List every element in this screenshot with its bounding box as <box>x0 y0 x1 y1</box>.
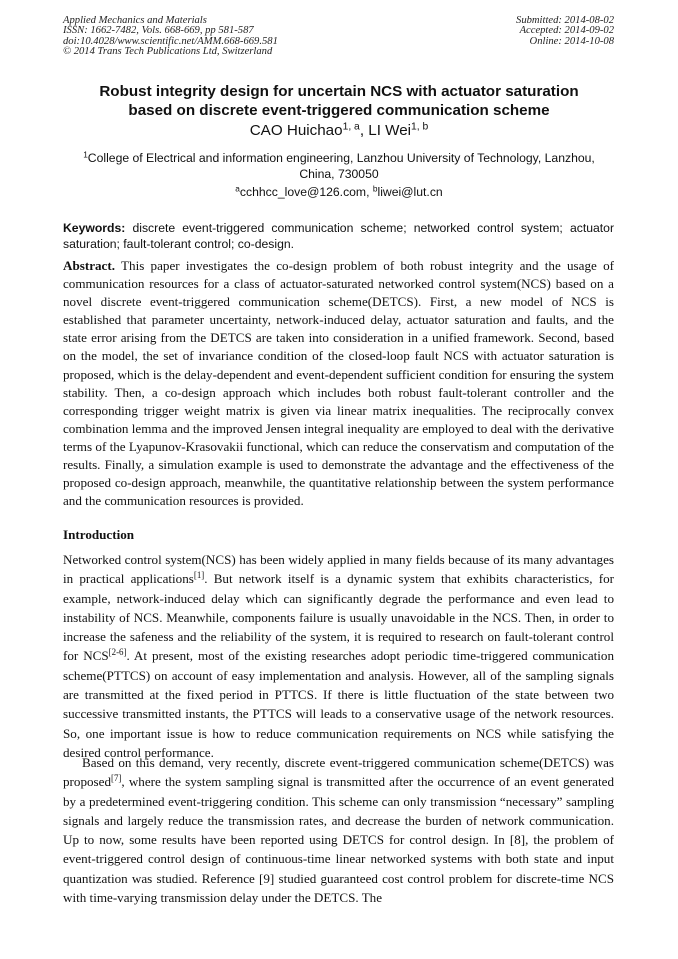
email-a-sup: a <box>235 183 240 194</box>
author-list <box>40 121 638 141</box>
affiliation-sup: 1 <box>83 149 88 160</box>
accepted-date: Accepted: 2014-09-02 <box>519 25 614 37</box>
header-right <box>394 16 614 47</box>
author-1-sup: 1, a <box>342 121 360 133</box>
journal-name: Applied Mechanics and Materials <box>63 15 207 26</box>
author-2: LI Wei <box>368 122 412 139</box>
keywords-text: discrete event-triggered communication scheme; networked control system; actuator saturation; fault-tolerant control; co-design. <box>63 221 614 251</box>
citation-1[interactable]: [1] <box>193 570 205 581</box>
intro-p2-part-b: , where the system sampling signal is transmitted after the occurrence of an event generated by a predetermined event-triggering condition. This scheme can only transmission “necessary” sampling signals and largely reduce the transmission rates, and decrease the burden of network communication. Up to now, some results have been reported using DETCS for control design. In [8], the problem of event-triggered control design of continuous-time linear networked systems with both state and input quantization was studied. Reference [9] studied guaranteed cost control problem for discrete-time NCS with time-varying transmission delay under the DETCS. The <box>63 774 614 906</box>
abstract-text: This paper investigates the co-design problem of both robust integrity and the usage of communication resources for a class of actuator-saturated networked control system(NCS) based on a novel discrete event-triggered communication scheme(DETCS). First, a new model of NCS is established that parameter uncertainty, network-induced delay, actuator saturation and faults, and the state error arising from the DETCS are taken into consideration in a unified framework. Second, based on the model, the set of invariance condition of the closed-loop fault NCS with actuator saturation is proposed, which is the delay-dependent and event-dependent sufficient condition for ensuring the system stability. Then, a co-design approach which includes both robust fault-tolerant controller and the corresponding trigger weight matrix is given via linear matrix inequalities. The reciprocally convex combination lemma and the improved Jensen integral inequality are employed to deal with the derivative terms of the Lyapunov-Krasovakii functional, which can reduce the conservatism and computation of the results. Finally, a simulation example is used to demonstrate the advantage and the effectiveness of the proposed co-design approach, meanwhile, the quantitative relationship between the system performance and the communication resources is provided. <box>63 258 614 509</box>
affiliation-text: College of Electrical and information engineering, Lanzhou University of Technology, Lanzhou, China, 730050 <box>87 151 595 181</box>
keywords-label: Keywords: <box>63 221 126 235</box>
doi-line: doi:10.4028/www.scientific.net/AMM.668-669.581 <box>63 35 278 47</box>
author-1: CAO Huichao <box>249 122 343 139</box>
email-b-sup: b <box>372 183 378 194</box>
email-a[interactable]: cchhcc_love@126.com <box>239 185 367 199</box>
copyright-line: © 2014 Trans Tech Publications Ltd, Switzerland <box>63 46 273 58</box>
affiliation <box>64 150 614 182</box>
author-2-sup: 1, b <box>411 121 429 133</box>
author-emails <box>64 184 614 200</box>
submitted-date: Submitted: 2014-08-02 <box>516 15 614 26</box>
title-line-1: Robust integrity design for uncertain NCS with actuator saturation <box>99 83 579 100</box>
email-b[interactable]: liwei@lut.cn <box>377 185 443 199</box>
abstract-block <box>63 257 614 510</box>
author-separator: , <box>359 122 369 139</box>
intro-p1-part-c: . At present, most of the existing researches adopt periodic time-triggered communication scheme(PTTCS) on account of easy implementation and analysis. However, all of the sampling signals are transmitted at the fixed period in PTTCS. If there is little fluctuation of the state between two successive transmitted instants, the PTTCS will leads to a conservative usage of the network resources. So, one important issue is how to reduce communication requirements on NCS while satisfying the desired control performance. <box>63 648 615 760</box>
abstract-label: Abstract. <box>63 258 115 273</box>
intro-paragraph-2 <box>63 753 614 907</box>
citation-2-6[interactable]: [2-6] <box>108 647 127 658</box>
intro-p2-part-a: Based on this demand, very recently, discrete event-triggered communication scheme(DETCS) was proposed <box>63 755 614 790</box>
issn-line: ISSN: 1662-7482, Vols. 668-669, pp 581-587 <box>63 25 254 37</box>
citation-7[interactable]: [7] <box>111 773 122 784</box>
online-date: Online: 2014-10-08 <box>529 35 614 47</box>
intro-p1-part-a: Networked control system(NCS) has been widely applied in many fields because of its many advantages in practical applications <box>63 552 614 587</box>
email-separator: , <box>366 185 373 199</box>
intro-p1-part-b: . But network itself is a dynamic system that exhibits characteristics, for example, network-induced delay which can significantly degrade the performance and even lead to instability of NCS. Meanwhile, components failure is usually unavoidable in the NCS. Then, in order to increase the safeness and the reliability of the system, it is required to research on fault-tolerant control for NCS <box>63 571 614 664</box>
title-line-2: based on discrete event-triggered communication scheme <box>128 102 550 119</box>
intro-paragraph-1 <box>63 550 614 762</box>
paper-title <box>40 82 638 120</box>
header-left <box>63 16 393 58</box>
section-heading-introduction: Introduction <box>63 527 135 542</box>
keywords-block <box>63 220 614 252</box>
